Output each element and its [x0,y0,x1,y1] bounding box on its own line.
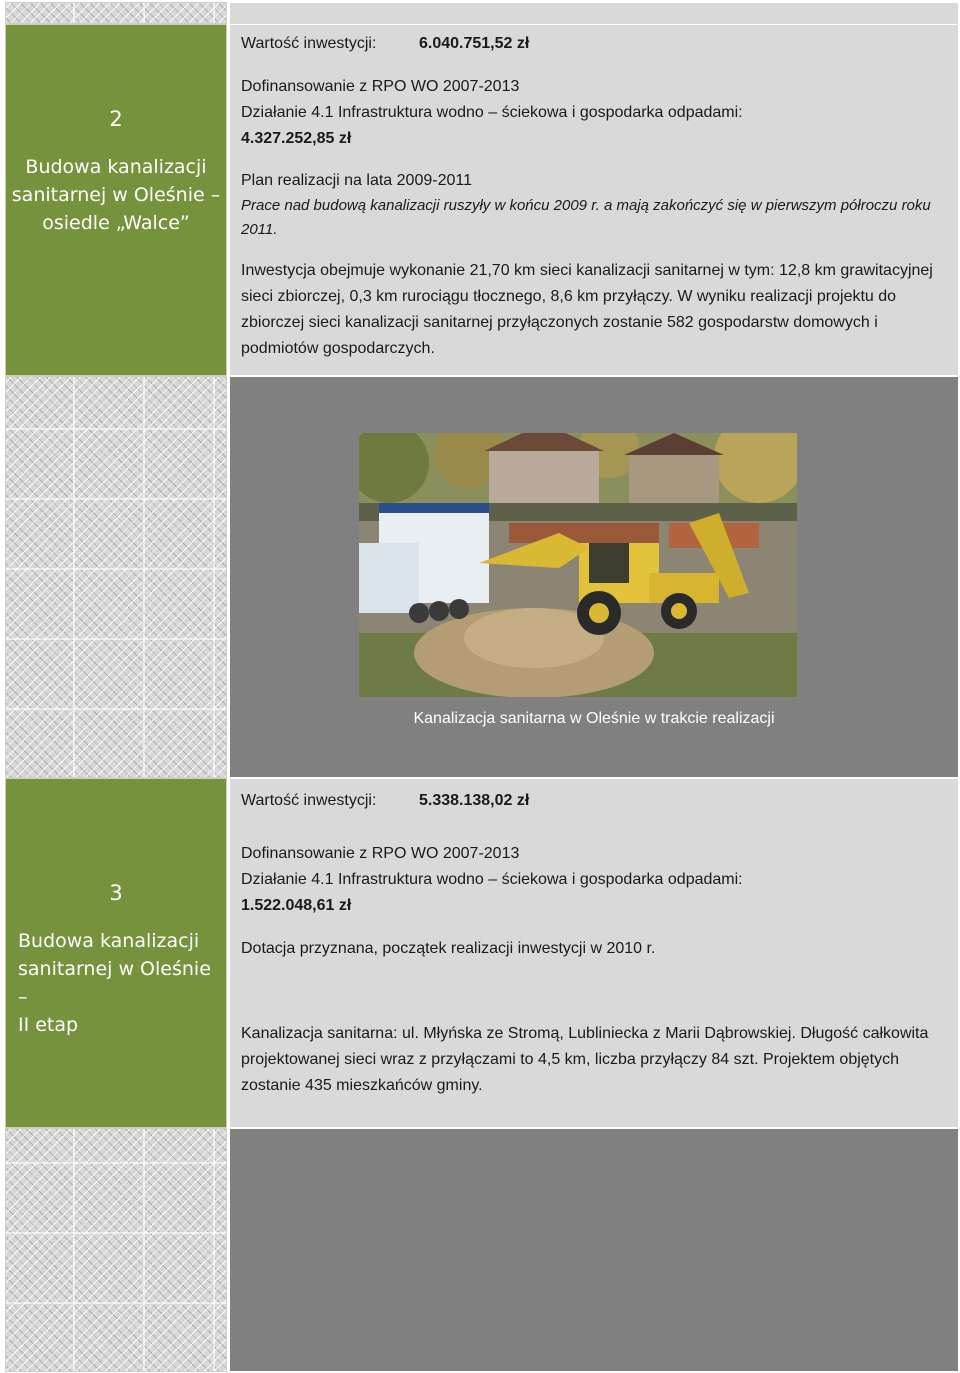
project-2-title-cell [5,24,227,376]
investment-value-label: Wartość inwestycji: [241,792,377,809]
project-2-plan [241,168,948,242]
project-3-cofinancing [241,841,948,919]
project-2-title-line: sanitarnej w Oleśnie – [11,184,221,206]
project-3-description: Kanalizacja sanitarna: ul. Młyńska ze Stromą, Lubliniecka z Marii Dąbrowskiej. Długość całkowita projektowanej sieci wraz z przyłączami to 4,5 km, liczba przyłączy 84 szt. Projektem objętych zostanie 435 mieszkańców gminy. [241,1025,929,1094]
project-3-title [6,879,226,1039]
cofinancing-measure: Działanie 4.1 Infrastruktura wodno – ściekowa i gospodarka odpadami: [241,871,743,888]
photo-cell [229,376,959,778]
project-2-details-cell [229,24,959,376]
investment-value-label: Wartość inwestycji: [241,35,377,52]
bottom-empty-cell [229,1128,959,1372]
project-2-title [6,105,226,237]
project-3-title-line: Budowa kanalizacji [18,930,200,952]
cofinancing-source: Dofinansowanie z RPO WO 2007-2013 [241,78,520,95]
project-2-number: 2 [109,107,123,131]
project-2-title-line: osiedle „Walce” [42,212,190,234]
investment-value-amount: 5.338.138,02 zł [419,792,530,809]
project-2-cofinancing [241,74,948,152]
photo-caption: Kanalizacja sanitarna w Oleśnie w trakcie realizacji [413,710,775,727]
plan-note: Prace nad budową kanalizacji ruszyły w końcu 2009 r. a mają zakończyć się w pierwszym półroczu roku 2011. [241,197,931,238]
decorative-pattern-cell-middle [5,376,227,778]
grant-status: Dotacja przyznana, początek realizacji inwestycji w 2010 r. [241,940,656,957]
project-2-description: Inwestycja obejmuje wykonanie 21,70 km sieci kanalizacji sanitarnej w tym: 12,8 km grawitacyjnej sieci zbiorczej, 0,3 km rurociągu tłocznego, 8,6 km przyłączy. W wyniku realizacji projektu do zbiorczej sieci kanalizacji sanitarnej przyłączonych zostanie 582 gospodarstw domowych i podmiotów gospodarczych. [241,262,933,357]
project-3-number: 3 [109,881,123,905]
cofinancing-measure: Działanie 4.1 Infrastruktura wodno – ściekowa i gospodarka odpadami: [241,104,743,121]
cofinancing-amount: 1.522.048,61 zł [241,897,352,914]
project-2-value-row [241,31,948,57]
construction-site-photo [359,433,797,697]
project-3-title-line: sanitarnej w Oleśnie – [18,958,211,1008]
cofinancing-source: Dofinansowanie z RPO WO 2007-2013 [241,845,520,862]
plan-heading: Plan realizacji na lata 2009-2011 [241,172,472,189]
project-3-title-line: II etap [18,1014,79,1036]
top-strip-cell [229,2,959,24]
project-3-details-cell [229,778,959,1128]
project-3-value-row [241,788,948,814]
investment-value-amount: 6.040.751,52 zł [419,35,530,52]
project-2-title-line: Budowa kanalizacji [25,156,207,178]
decorative-pattern-cell-bottom [5,1128,227,1372]
decorative-pattern-cell-top [5,2,227,24]
cofinancing-amount: 4.327.252,85 zł [241,130,352,147]
project-3-title-cell [5,778,227,1128]
